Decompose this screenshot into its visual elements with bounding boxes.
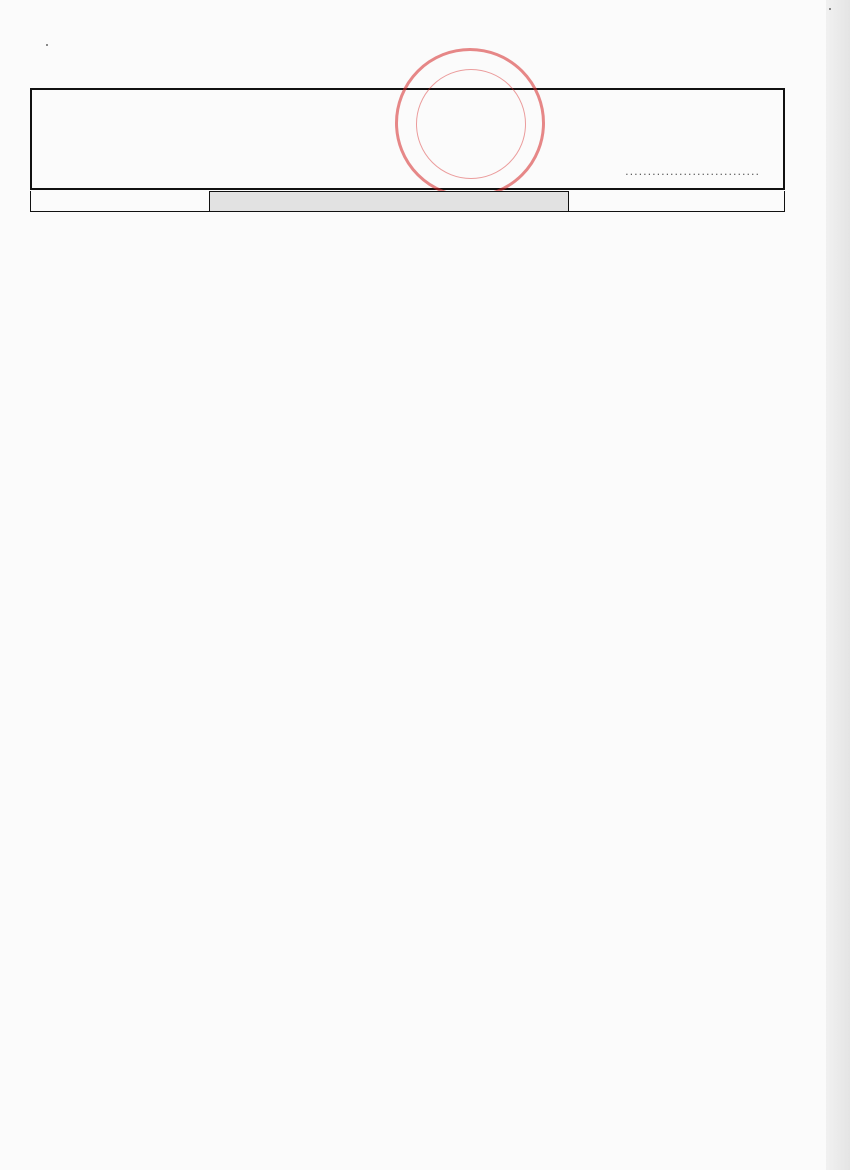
scan-speck [46, 44, 48, 46]
scan-speck [829, 8, 831, 10]
teacher-dots: .............................. [625, 165, 760, 178]
